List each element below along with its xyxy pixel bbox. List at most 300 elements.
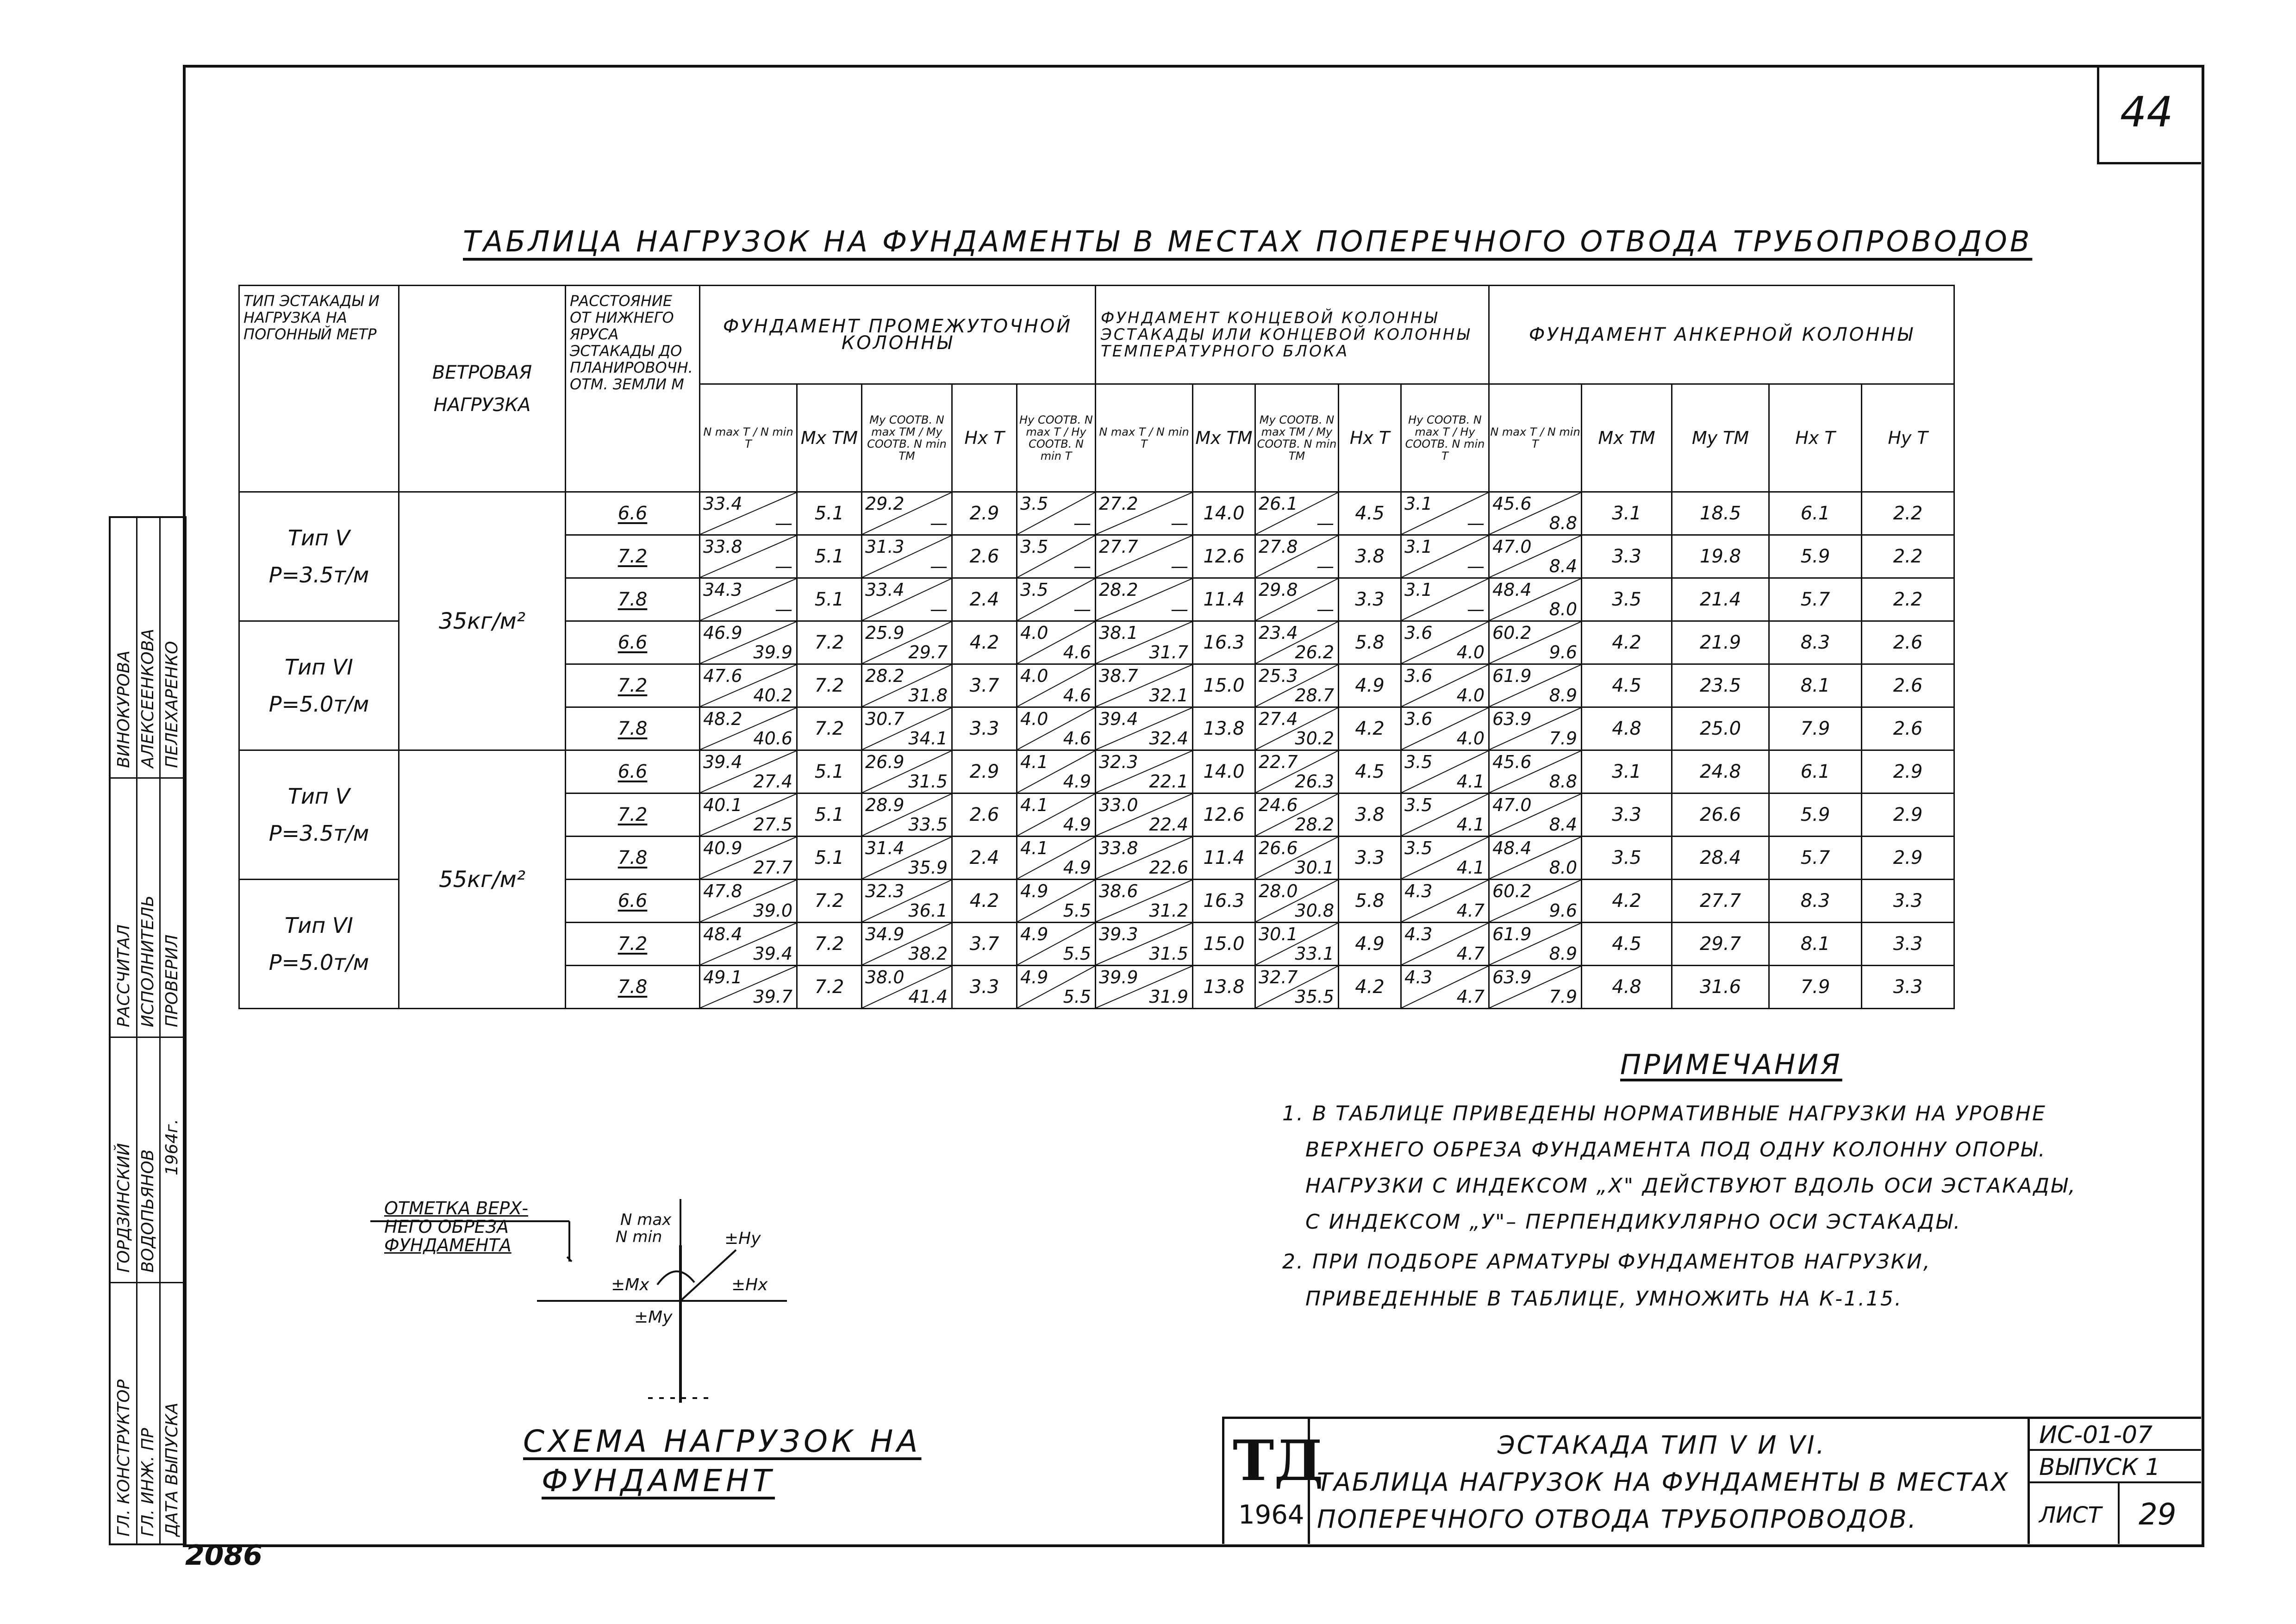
fraction-cell xyxy=(1096,837,1193,880)
fraction-top: 4.3 xyxy=(1404,881,1433,901)
note-line: ПРИВЕДЕННЫЕ В ТАБЛИЦЕ, УМНОЖИТЬ НА К-1.15. xyxy=(1305,1287,1903,1311)
fraction-cell xyxy=(1096,578,1193,621)
fraction-top: 27.7 xyxy=(1099,537,1138,557)
fraction-cell xyxy=(1255,664,1339,707)
fraction-bottom: 4.1 xyxy=(1456,814,1485,835)
fraction-bottom: 31.8 xyxy=(908,685,948,706)
fraction-top: 3.1 xyxy=(1404,537,1433,557)
fraction-top: 32.3 xyxy=(1099,752,1138,772)
type-load-cell xyxy=(239,750,399,880)
fraction-cell xyxy=(1096,664,1193,707)
subheader-cell: Mx ТМ xyxy=(1193,384,1255,492)
value-cell: 3.3 xyxy=(1339,837,1401,880)
fraction-cell xyxy=(1255,966,1339,1009)
value-cell: 2.6 xyxy=(952,793,1017,837)
value-cell: 12.6 xyxy=(1193,793,1255,837)
fraction-cell xyxy=(862,750,952,793)
stamp-name: ПЕЛЕХАРЕНКО xyxy=(162,641,181,768)
value-cell: 21.4 xyxy=(1672,578,1769,621)
fraction-bottom: 31.2 xyxy=(1149,900,1188,921)
fraction-cell xyxy=(1255,793,1339,837)
fraction-top: 40.9 xyxy=(703,838,742,858)
subheader-cell: Hx Т xyxy=(1339,384,1401,492)
value-cell: 6.1 xyxy=(1769,492,1862,535)
fraction-bottom: 4.1 xyxy=(1456,771,1485,792)
stamp-role: ГЛ. КОНСТРУКТОР xyxy=(114,1379,133,1537)
fraction-top: 46.9 xyxy=(703,623,742,643)
value-cell: 3.7 xyxy=(952,664,1017,707)
scheme-mx: ±Mx xyxy=(611,1275,649,1294)
note-line: ВЕРХНЕГО ОБРЕЗА ФУНДАМЕНТА ПОД ОДНУ КОЛОННУ ОПОРЫ. xyxy=(1305,1138,2046,1162)
fraction-bottom: 4.7 xyxy=(1456,987,1485,1007)
value-cell: 24.8 xyxy=(1672,750,1769,793)
distance-cell: 7.8 xyxy=(566,578,700,621)
fraction-top: 38.7 xyxy=(1099,666,1138,686)
value-cell: 2.9 xyxy=(1862,750,1954,793)
fraction-top: 27.8 xyxy=(1259,537,1298,557)
fraction-cell xyxy=(862,492,952,535)
value-cell: 3.5 xyxy=(1582,837,1672,880)
fraction-cell xyxy=(1096,923,1193,966)
fraction-bottom: 8.4 xyxy=(1549,814,1577,835)
fraction-bottom: 27.7 xyxy=(753,857,792,878)
fraction-top: 31.3 xyxy=(865,537,905,557)
value-cell: 27.7 xyxy=(1672,880,1769,923)
stamp-role: ИСПОЛНИТЕЛЬ xyxy=(138,895,157,1027)
fraction-bottom: 32.4 xyxy=(1149,728,1188,749)
fraction-cell xyxy=(1017,535,1096,578)
value-cell: 4.5 xyxy=(1582,923,1672,966)
fraction-bottom: 27.4 xyxy=(753,771,792,792)
fraction-cell xyxy=(1489,966,1582,1009)
fraction-top: 45.6 xyxy=(1492,752,1532,772)
fraction-top: 3.6 xyxy=(1404,623,1433,643)
fraction-bottom: 4.6 xyxy=(1063,685,1091,706)
value-cell: 8.3 xyxy=(1769,880,1862,923)
fraction-top: 3.1 xyxy=(1404,493,1433,514)
fraction-top: 4.9 xyxy=(1020,924,1048,944)
value-cell: 4.5 xyxy=(1339,492,1401,535)
scheme-title-2: ФУНДАМЕНТ xyxy=(542,1463,775,1499)
fraction-bottom: — xyxy=(1316,513,1334,533)
fraction-top: 26.9 xyxy=(865,752,905,772)
table-row xyxy=(239,492,1954,535)
fraction-cell xyxy=(1489,621,1582,664)
value-cell: 2.2 xyxy=(1862,492,1954,535)
fraction-bottom: — xyxy=(1171,599,1188,619)
signature-stamp xyxy=(109,516,187,1545)
fraction-top: 28.0 xyxy=(1259,881,1298,901)
line-load: P=3.5т/м xyxy=(268,562,369,587)
value-cell: 28.4 xyxy=(1672,837,1769,880)
fraction-top: 4.0 xyxy=(1020,709,1048,729)
scheme-hx: ±Hx xyxy=(731,1275,768,1294)
value-cell: 4.9 xyxy=(1339,664,1401,707)
value-cell: 16.3 xyxy=(1193,621,1255,664)
value-cell: 3.7 xyxy=(952,923,1017,966)
fraction-cell xyxy=(700,923,797,966)
value-cell: 3.8 xyxy=(1339,535,1401,578)
value-cell: 2.9 xyxy=(1862,837,1954,880)
fraction-bottom: 4.7 xyxy=(1456,943,1485,964)
fraction-bottom: 28.2 xyxy=(1295,814,1334,835)
fraction-top: 3.5 xyxy=(1020,580,1048,600)
fraction-bottom: — xyxy=(1467,513,1485,533)
fraction-bottom: 22.6 xyxy=(1149,857,1188,878)
value-cell: 26.6 xyxy=(1672,793,1769,837)
fraction-bottom: 4.7 xyxy=(1456,900,1485,921)
value-cell: 4.5 xyxy=(1339,750,1401,793)
value-cell: 2.2 xyxy=(1862,578,1954,621)
fraction-top: 4.0 xyxy=(1020,666,1048,686)
value-cell: 4.5 xyxy=(1582,664,1672,707)
fraction-top: 30.1 xyxy=(1259,924,1298,944)
fraction-cell xyxy=(862,707,952,750)
fraction-top: 4.1 xyxy=(1020,752,1048,772)
notes-heading: ПРИМЕЧАНИЯ xyxy=(1620,1049,1842,1081)
fraction-top: 33.4 xyxy=(865,580,905,600)
fraction-top: 61.9 xyxy=(1492,666,1532,686)
fraction-top: 26.1 xyxy=(1259,493,1298,514)
fraction-cell xyxy=(1017,880,1096,923)
value-cell: 5.7 xyxy=(1769,578,1862,621)
fraction-bottom: 41.4 xyxy=(908,987,948,1007)
value-cell: 3.3 xyxy=(1582,793,1672,837)
fraction-cell xyxy=(700,880,797,923)
fraction-cell xyxy=(700,707,797,750)
fraction-bottom: 30.1 xyxy=(1295,857,1334,878)
fraction-cell xyxy=(1096,793,1193,837)
fraction-bottom: 5.5 xyxy=(1063,987,1091,1007)
fraction-bottom: 22.4 xyxy=(1149,814,1188,835)
fraction-top: 29.2 xyxy=(865,493,905,514)
scheme-hy: ±Hy xyxy=(724,1229,761,1248)
subheader-cell: My ТМ xyxy=(1672,384,1769,492)
fraction-top: 22.7 xyxy=(1259,752,1298,772)
value-cell: 5.8 xyxy=(1339,880,1401,923)
value-cell: 5.1 xyxy=(797,535,862,578)
eskatada-type: Тип V xyxy=(287,525,350,550)
distance-cell: 7.8 xyxy=(566,707,700,750)
fraction-top: 3.5 xyxy=(1020,493,1048,514)
fraction-cell xyxy=(1017,707,1096,750)
fraction-cell xyxy=(700,837,797,880)
fraction-cell xyxy=(1017,837,1096,880)
distance-cell: 7.8 xyxy=(566,837,700,880)
fraction-top: 40.1 xyxy=(703,795,742,815)
fraction-bottom: 32.1 xyxy=(1149,685,1188,706)
subheader-cell: My СООТВ. N max ТМ / My СООТВ. N min ТМ xyxy=(1255,384,1339,492)
fraction-bottom: 35.5 xyxy=(1295,987,1334,1007)
fraction-cell xyxy=(1255,880,1339,923)
fraction-cell xyxy=(700,621,797,664)
fraction-bottom: 8.8 xyxy=(1549,513,1577,533)
fraction-bottom: 4.6 xyxy=(1063,728,1091,749)
value-cell: 19.8 xyxy=(1672,535,1769,578)
fraction-cell xyxy=(1489,664,1582,707)
fraction-top: 4.1 xyxy=(1020,795,1048,815)
fraction-top: 48.4 xyxy=(703,924,742,944)
fraction-bottom: — xyxy=(930,556,948,576)
type-load-cell xyxy=(239,621,399,750)
value-cell: 4.9 xyxy=(1339,923,1401,966)
value-cell: 5.9 xyxy=(1769,793,1862,837)
fraction-cell xyxy=(1096,707,1193,750)
fraction-top: 27.4 xyxy=(1259,709,1298,729)
fraction-top: 47.0 xyxy=(1492,795,1532,815)
fraction-bottom: 39.7 xyxy=(753,987,792,1007)
distance-cell: 7.2 xyxy=(566,535,700,578)
sheet-value: 29 xyxy=(2139,1498,2177,1532)
fraction-bottom: 38.2 xyxy=(908,943,948,964)
fraction-top: 33.8 xyxy=(703,537,742,557)
fraction-bottom: 34.1 xyxy=(908,728,948,749)
value-cell: 15.0 xyxy=(1193,923,1255,966)
fraction-cell xyxy=(1401,966,1489,1009)
value-cell: 18.5 xyxy=(1672,492,1769,535)
fraction-top: 25.3 xyxy=(1259,666,1298,686)
fraction-bottom: 4.0 xyxy=(1456,685,1485,706)
fraction-bottom: 40.6 xyxy=(753,728,792,749)
stamp-name: АЛЕКСЕЕНКОВА xyxy=(138,629,157,768)
fraction-top: 3.5 xyxy=(1404,752,1433,772)
fraction-top: 29.8 xyxy=(1259,580,1298,600)
fraction-bottom: 8.9 xyxy=(1549,685,1577,706)
value-cell: 7.2 xyxy=(797,664,862,707)
table-title: ТАБЛИЦА НАГРУЗОК НА ФУНДАМЕНТЫ В МЕСТАХ ПОПЕРЕЧНОГО ОТВОДА ТРУБОПРОВОДОВ xyxy=(463,225,2033,258)
title-block-line1: ЭСТАКАДА ТИП V И VI. xyxy=(1497,1430,1826,1460)
header-distance: РАССТОЯНИЕ ОТ НИЖНЕГО ЯРУСА ЭСТАКАДЫ ДО ПЛАНИРОВОЧН. ОТМ. ЗЕМЛИ М xyxy=(566,286,700,492)
subheader-cell: Hy Т xyxy=(1862,384,1954,492)
distance-cell: 7.2 xyxy=(566,793,700,837)
fraction-cell xyxy=(862,966,952,1009)
fraction-bottom: 5.5 xyxy=(1063,943,1091,964)
fraction-bottom: 30.8 xyxy=(1295,900,1334,921)
fraction-bottom: 27.5 xyxy=(753,814,792,835)
fraction-bottom: 35.9 xyxy=(908,857,948,878)
fraction-top: 30.7 xyxy=(865,709,905,729)
fraction-bottom: 5.5 xyxy=(1063,900,1091,921)
stamp-name: ВОДОПЬЯНОВ xyxy=(138,1149,157,1273)
fraction-cell xyxy=(1489,837,1582,880)
fraction-bottom: 31.5 xyxy=(1149,943,1188,964)
fraction-bottom: 22.1 xyxy=(1149,771,1188,792)
fraction-top: 3.1 xyxy=(1404,580,1433,600)
fraction-bottom: 26.2 xyxy=(1295,642,1334,662)
note-line: НАГРУЗКИ С ИНДЕКСОМ „Х" ДЕЙСТВУЮТ ВДОЛЬ ОСИ ЭСТАКАДЫ, xyxy=(1305,1174,2077,1198)
value-cell: 7.2 xyxy=(797,621,862,664)
eskatada-type: Тип VI xyxy=(285,913,353,938)
value-cell: 15.0 xyxy=(1193,664,1255,707)
fraction-bottom: — xyxy=(930,513,948,533)
fraction-top: 49.1 xyxy=(703,967,742,987)
fraction-bottom: 4.6 xyxy=(1063,642,1091,662)
issue-label: ВЫПУСК 1 xyxy=(2039,1454,2160,1480)
fraction-top: 3.5 xyxy=(1404,838,1433,858)
subheader-cell: N max T / N min T xyxy=(1489,384,1582,492)
fraction-cell xyxy=(1017,578,1096,621)
fraction-bottom: — xyxy=(775,513,792,533)
fraction-cell xyxy=(700,750,797,793)
stamp-role: РАССЧИТАЛ xyxy=(114,924,133,1027)
fraction-bottom: 8.9 xyxy=(1549,943,1577,964)
value-cell: 3.3 xyxy=(1862,966,1954,1009)
fraction-cell xyxy=(1489,707,1582,750)
distance-cell: 6.6 xyxy=(566,750,700,793)
value-cell: 3.8 xyxy=(1339,793,1401,837)
fraction-bottom: 33.1 xyxy=(1295,943,1334,964)
distance-cell: 6.6 xyxy=(566,880,700,923)
subheader-cell: Mx ТМ xyxy=(1582,384,1672,492)
value-cell: 13.8 xyxy=(1193,966,1255,1009)
fraction-bottom: 31.9 xyxy=(1149,987,1188,1007)
fraction-top: 26.6 xyxy=(1259,838,1298,858)
fraction-top: 38.6 xyxy=(1099,881,1138,901)
fraction-cell xyxy=(1255,621,1339,664)
fraction-top: 3.6 xyxy=(1404,709,1433,729)
subheader-cell: Hy СООТВ. N max T / Hy СООТВ. N min T xyxy=(1401,384,1489,492)
fraction-cell xyxy=(1401,578,1489,621)
fraction-bottom: 8.8 xyxy=(1549,771,1577,792)
type-load-cell xyxy=(239,492,399,621)
subheader-cell: My СООТВ. N max ТМ / My СООТВ. N min ТМ xyxy=(862,384,952,492)
value-cell: 2.9 xyxy=(1862,793,1954,837)
fraction-top: 45.6 xyxy=(1492,493,1532,514)
fraction-cell xyxy=(700,966,797,1009)
fraction-bottom: 9.6 xyxy=(1549,900,1577,921)
fraction-cell xyxy=(1255,837,1339,880)
fraction-top: 27.2 xyxy=(1099,493,1138,514)
value-cell: 4.8 xyxy=(1582,966,1672,1009)
fraction-top: 47.0 xyxy=(1492,537,1532,557)
type-load-cell xyxy=(239,880,399,1009)
fraction-bottom: 31.5 xyxy=(908,771,948,792)
header-type-load: ТИП ЭСТАКАДЫ И НАГРУЗКА НА ПОГОННЫЙ МЕТР xyxy=(239,286,399,492)
fraction-top: 39.3 xyxy=(1099,924,1138,944)
wind-load-cell: 55кг/м² xyxy=(399,750,566,1009)
fraction-cell xyxy=(1401,707,1489,750)
subheader-cell: Hy СООТВ. N max T / Hy СООТВ. N min T xyxy=(1017,384,1096,492)
value-cell: 5.1 xyxy=(797,492,862,535)
fraction-bottom: 36.1 xyxy=(908,900,948,921)
fraction-top: 48.4 xyxy=(1492,580,1532,600)
distance-cell: 7.2 xyxy=(566,664,700,707)
value-cell: 13.8 xyxy=(1193,707,1255,750)
fraction-top: 4.3 xyxy=(1404,924,1433,944)
fraction-bottom: 33.5 xyxy=(908,814,948,835)
fraction-cell xyxy=(1017,621,1096,664)
fraction-top: 28.9 xyxy=(865,795,905,815)
fraction-bottom: 29.7 xyxy=(908,642,948,662)
fraction-cell xyxy=(1255,707,1339,750)
fraction-cell xyxy=(700,535,797,578)
fraction-cell xyxy=(1489,750,1582,793)
fraction-cell xyxy=(1096,621,1193,664)
value-cell: 5.1 xyxy=(797,837,862,880)
value-cell: 25.0 xyxy=(1672,707,1769,750)
distance-cell: 7.8 xyxy=(566,966,700,1009)
fraction-cell xyxy=(1017,793,1096,837)
value-cell: 3.3 xyxy=(1862,880,1954,923)
value-cell: 5.8 xyxy=(1339,621,1401,664)
wind-load-cell: 35кг/м² xyxy=(399,492,566,750)
value-cell: 7.9 xyxy=(1769,966,1862,1009)
fraction-top: 24.6 xyxy=(1259,795,1298,815)
fraction-top: 34.9 xyxy=(865,924,905,944)
note-line: С ИНДЕКСОМ „У"– ПЕРПЕНДИКУЛЯРНО ОСИ ЭСТАКАДЫ. xyxy=(1305,1210,1962,1234)
fraction-bottom: — xyxy=(1073,513,1091,533)
stamp-name: ГОРДЗИНСКИЙ xyxy=(114,1143,133,1273)
fraction-cell xyxy=(1401,535,1489,578)
value-cell: 2.4 xyxy=(952,578,1017,621)
fraction-top: 28.2 xyxy=(865,666,905,686)
value-cell: 2.6 xyxy=(1862,621,1954,664)
series-code: ИС-01-07 xyxy=(2039,1421,2153,1449)
fraction-cell xyxy=(1096,966,1193,1009)
fraction-cell xyxy=(1489,492,1582,535)
fraction-bottom: 8.4 xyxy=(1549,556,1577,576)
value-cell: 12.6 xyxy=(1193,535,1255,578)
scheme-nmax: N max xyxy=(620,1211,672,1229)
title-block-line3: ПОПЕРЕЧНОГО ОТВОДА ТРУБОПРОВОДОВ. xyxy=(1317,1505,1917,1534)
fraction-cell xyxy=(1255,492,1339,535)
value-cell: 8.3 xyxy=(1769,621,1862,664)
fraction-bottom: 39.9 xyxy=(753,642,792,662)
fraction-cell xyxy=(1255,535,1339,578)
value-cell: 7.2 xyxy=(797,923,862,966)
sheet-number-box xyxy=(2097,65,2201,164)
line-load: P=5.0т/м xyxy=(268,692,369,717)
header-group-end: ФУНДАМЕНТ КОНЦЕВОЙ КОЛОННЫ ЭСТАКАДЫ ИЛИ КОНЦЕВОЙ КОЛОННЫ ТЕМПЕРАТУРНОГО БЛОКА xyxy=(1096,286,1489,384)
fraction-cell xyxy=(1017,492,1096,535)
fraction-cell xyxy=(1489,535,1582,578)
value-cell: 11.4 xyxy=(1193,837,1255,880)
fraction-top: 60.2 xyxy=(1492,881,1532,901)
value-cell: 5.1 xyxy=(797,793,862,837)
value-cell: 3.1 xyxy=(1582,492,1672,535)
fraction-top: 60.2 xyxy=(1492,623,1532,643)
value-cell: 4.2 xyxy=(952,621,1017,664)
value-cell: 5.1 xyxy=(797,578,862,621)
fraction-cell xyxy=(1401,793,1489,837)
value-cell: 21.9 xyxy=(1672,621,1769,664)
fraction-bottom: — xyxy=(1316,599,1334,619)
fraction-bottom: — xyxy=(1171,556,1188,576)
value-cell: 4.2 xyxy=(1339,707,1401,750)
fraction-top: 61.9 xyxy=(1492,924,1532,944)
scheme-my: ±My xyxy=(634,1308,673,1327)
fraction-cell xyxy=(862,793,952,837)
fraction-bottom: 4.9 xyxy=(1063,814,1091,835)
fraction-bottom: — xyxy=(775,556,792,576)
fraction-top: 38.0 xyxy=(865,967,905,987)
fraction-cell xyxy=(1017,750,1096,793)
fraction-bottom: 26.3 xyxy=(1295,771,1334,792)
value-cell: 4.2 xyxy=(1339,966,1401,1009)
td-logo: ТД xyxy=(1233,1428,1323,1493)
note-line: 1. В ТАБЛИЦЕ ПРИВЕДЕНЫ НОРМАТИВНЫЕ НАГРУЗКИ НА УРОВНЕ xyxy=(1282,1102,2046,1125)
fraction-cell xyxy=(862,923,952,966)
fraction-cell xyxy=(1401,837,1489,880)
value-cell: 2.9 xyxy=(952,750,1017,793)
fraction-top: 33.4 xyxy=(703,493,742,514)
distance-cell: 6.6 xyxy=(566,492,700,535)
value-cell: 4.8 xyxy=(1582,707,1672,750)
fraction-top: 3.6 xyxy=(1404,666,1433,686)
fraction-top: 3.5 xyxy=(1020,537,1048,557)
fraction-top: 3.5 xyxy=(1404,795,1433,815)
sheet-number: 44 xyxy=(2120,88,2173,137)
